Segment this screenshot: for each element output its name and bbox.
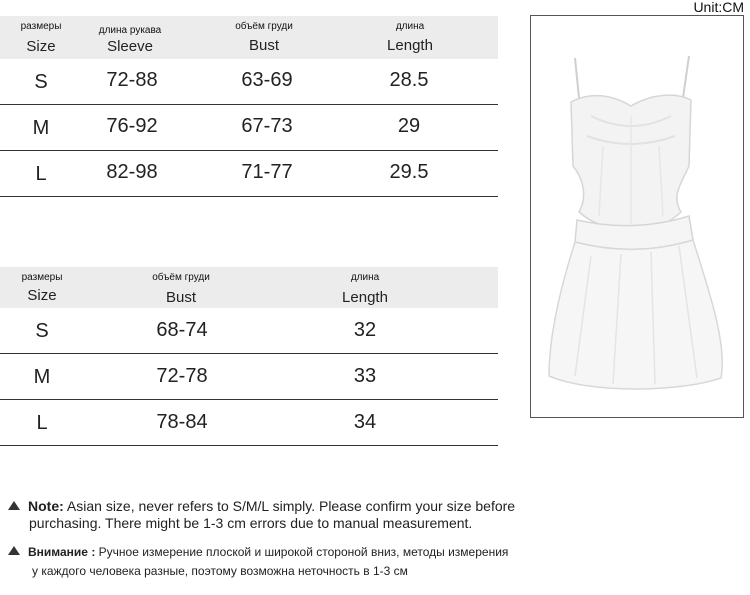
- length-cell: 29: [397, 115, 421, 137]
- header-size-en: Size: [27, 287, 57, 304]
- note-label: Note:: [28, 498, 64, 514]
- dress-illustration: [531, 16, 743, 417]
- top-size-table: [0, 16, 498, 197]
- header-sleeve-en: Sleeve: [107, 38, 153, 55]
- note-text-line1: Asian size, never refers to S/M/L simply. Please confirm your size before: [66, 498, 516, 514]
- header-size-ru: размеры: [20, 21, 62, 32]
- header-length-en: Length: [387, 37, 433, 54]
- header-bust-ru: объём груди: [235, 21, 293, 32]
- bust-cell: 68-74: [156, 319, 208, 341]
- length-cell: 28.5: [389, 69, 429, 91]
- russian-note: [8, 544, 508, 580]
- header-bust-en: Bust: [248, 37, 280, 54]
- sleeve-cell: 82-98: [106, 161, 158, 183]
- size-cell: M: [33, 366, 51, 388]
- length-cell: 34: [353, 411, 377, 433]
- header-size-ru: размеры: [21, 272, 63, 283]
- bust-cell: 63-69: [241, 69, 293, 91]
- bust-cell: 71-77: [241, 161, 293, 183]
- sleeve-cell: 76-92: [106, 115, 158, 137]
- length-cell: 33: [353, 365, 377, 387]
- sleeve-cell: 72-88: [106, 69, 158, 91]
- product-photo: [530, 15, 744, 418]
- size-cell: S: [35, 320, 49, 342]
- note-text-line2: purchasing. There might be 1-3 cm errors due to manual measurement.: [29, 515, 473, 531]
- warning-triangle-icon: [8, 546, 20, 555]
- length-cell: 32: [353, 319, 377, 341]
- size-cell: M: [32, 117, 50, 139]
- bust-cell: 72-78: [156, 365, 208, 387]
- header-length-en: Length: [342, 289, 388, 306]
- table-row: [0, 308, 498, 354]
- ru-note-label: Внимание :: [28, 545, 96, 559]
- table-row: [0, 105, 498, 151]
- warning-triangle-icon: [8, 501, 20, 510]
- size-cell: L: [35, 163, 47, 185]
- bust-cell: 67-73: [241, 115, 293, 137]
- header-bust-en: Bust: [165, 289, 197, 306]
- header-length-ru: длина: [395, 21, 425, 32]
- size-cell: L: [36, 412, 48, 434]
- table-row: [0, 400, 498, 446]
- length-cell: 29.5: [389, 161, 429, 183]
- ru-note-text-line1: Ручное измерение плоской и широкой стороной вниз, методы измерения: [98, 545, 509, 559]
- table-row: [0, 59, 498, 105]
- table-header: [0, 16, 498, 59]
- english-note: [8, 498, 515, 532]
- ru-note-text-line2: у каждого человека разные, поэтому возможна неточность в 1-3 см: [32, 564, 408, 578]
- table-row: [0, 354, 498, 400]
- size-cell: S: [34, 71, 48, 93]
- bust-cell: 78-84: [156, 411, 208, 433]
- header-bust-ru: объём груди: [152, 272, 210, 283]
- header-size-en: Size: [26, 38, 56, 55]
- unit-label: Unit:CM: [693, 0, 744, 15]
- header-sleeve-ru: длина рукава: [98, 25, 162, 36]
- header-length-ru: длина: [350, 272, 380, 283]
- bottom-size-table: [0, 267, 498, 446]
- table-row: [0, 151, 498, 197]
- table-header: [0, 267, 498, 308]
